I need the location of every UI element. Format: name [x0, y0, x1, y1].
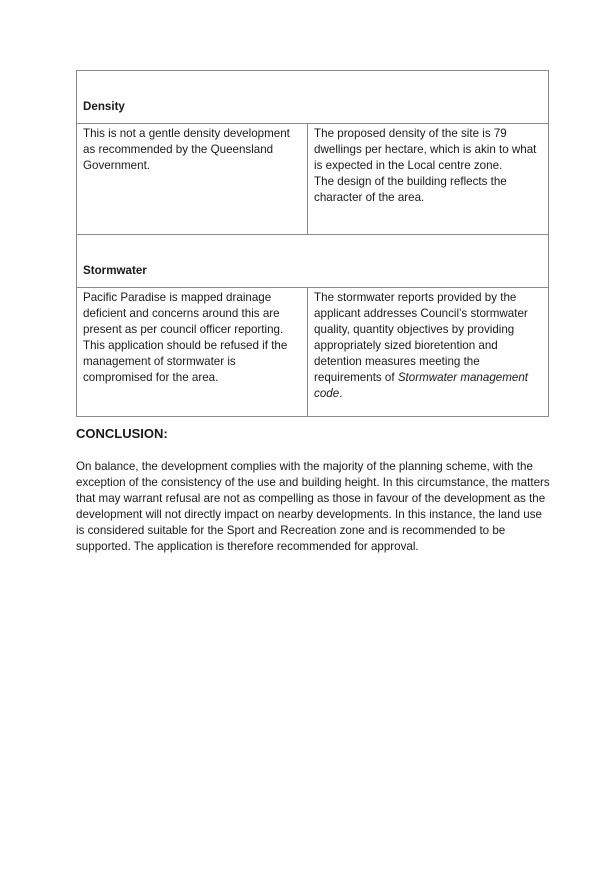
stormwater-heading: Stormwater [77, 235, 549, 288]
stormwater-response-cell [308, 288, 549, 417]
density-response-paragraph-2: The design of the building reflects the character of the area. [314, 175, 507, 204]
stormwater-response-end: . [339, 387, 343, 400]
stormwater-submission-text: Pacific Paradise is mapped drainage deficient and concerns around this are present as per council officer reporting. This application should be refused if the management of stormwater is compromised for the area. [83, 291, 288, 384]
density-row [77, 124, 549, 235]
stormwater-row [77, 288, 549, 417]
stormwater-response-main: The stormwater reports provided by the applicant addresses Council’s stormwater quality, quantity objectives by providing appropriately sized bioretention and detention measures meeting the requirements of [314, 291, 528, 384]
assessment-table [76, 70, 549, 417]
conclusion-heading: CONCLUSION: [76, 426, 168, 441]
stormwater-code-reference: Stormwater management code [314, 371, 528, 400]
density-heading: Density [77, 71, 549, 124]
stormwater-response-text [314, 290, 543, 402]
density-submission-cell [77, 124, 308, 235]
density-response-paragraph-1: The proposed density of the site is 79 dwellings per hectare, which is akin to what is expected in the Local centre zone. [314, 127, 537, 172]
density-submission-text: This is not a gentle density development as recommended by the Queensland Government. [83, 127, 290, 172]
density-response-cell [308, 124, 549, 235]
conclusion-body: On balance, the development complies with the majority of the planning scheme, with the exception of the consistency of the use and building height. In this circumstance, the matters that may warrant refusal are not as compelling as those in favour of the development as the development will not directly impact on nearby developments. In this instance, the land use is considered suitable for the Sport and Recreation zone and is recommended to be supported. The application is therefore recommended for approval. [76, 460, 550, 553]
density-heading-row [77, 71, 549, 124]
stormwater-submission-cell [77, 288, 308, 417]
stormwater-heading-row [77, 235, 549, 288]
